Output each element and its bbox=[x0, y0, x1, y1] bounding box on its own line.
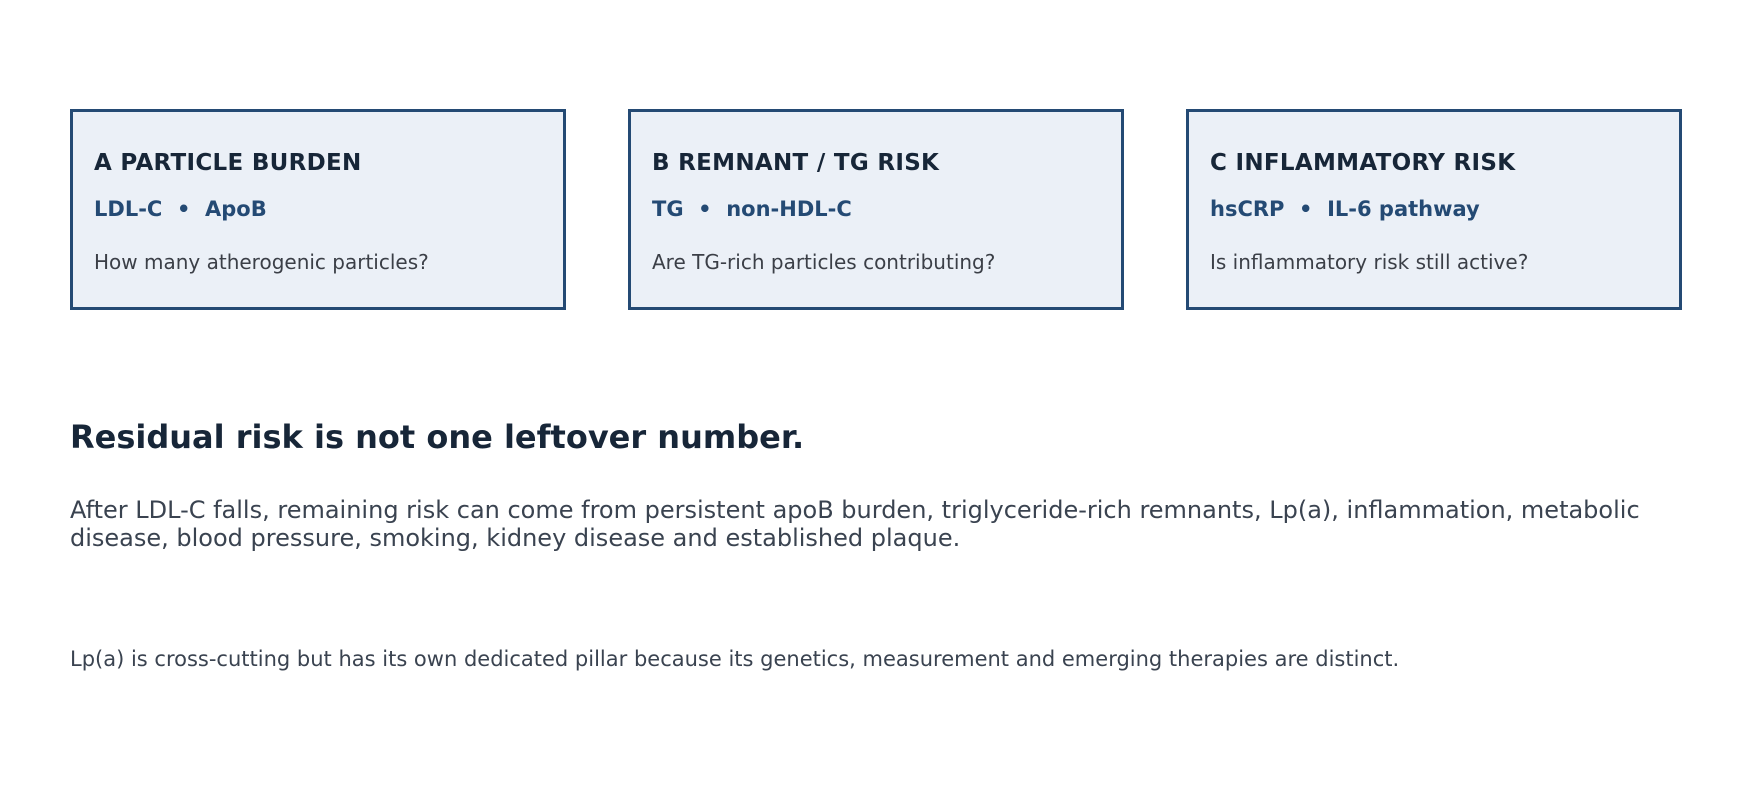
card-title: C INFLAMMATORY RISK bbox=[1210, 150, 1516, 176]
body-paragraph: After LDL-C falls, remaining risk can come from persistent apoB burden, triglyceride-rich remnants, Lp(a), inflammation, metabolic disease, blood pressure, smoking, kidney disease and established plaque. bbox=[70, 496, 1640, 552]
card-question: Are TG-rich particles contributing? bbox=[652, 250, 996, 274]
card-particle-burden bbox=[70, 109, 566, 310]
headline: Residual risk is not one leftover number. bbox=[70, 418, 805, 456]
card-question: How many atherogenic particles? bbox=[94, 250, 429, 274]
card-metrics: LDL-C • ApoB bbox=[94, 197, 267, 221]
card-inflammatory-risk bbox=[1186, 109, 1682, 310]
card-title: A PARTICLE BURDEN bbox=[94, 150, 362, 176]
footnote: Lp(a) is cross-cutting but has its own dedicated pillar because its genetics, measurement and emerging therapies are distinct. bbox=[70, 647, 1400, 671]
card-metrics: hsCRP • IL-6 pathway bbox=[1210, 197, 1480, 221]
card-title: B REMNANT / TG RISK bbox=[652, 150, 940, 176]
card-metrics: TG • non-HDL-C bbox=[652, 197, 852, 221]
card-remnant-tg-risk bbox=[628, 109, 1124, 310]
card-question: Is inflammatory risk still active? bbox=[1210, 250, 1529, 274]
